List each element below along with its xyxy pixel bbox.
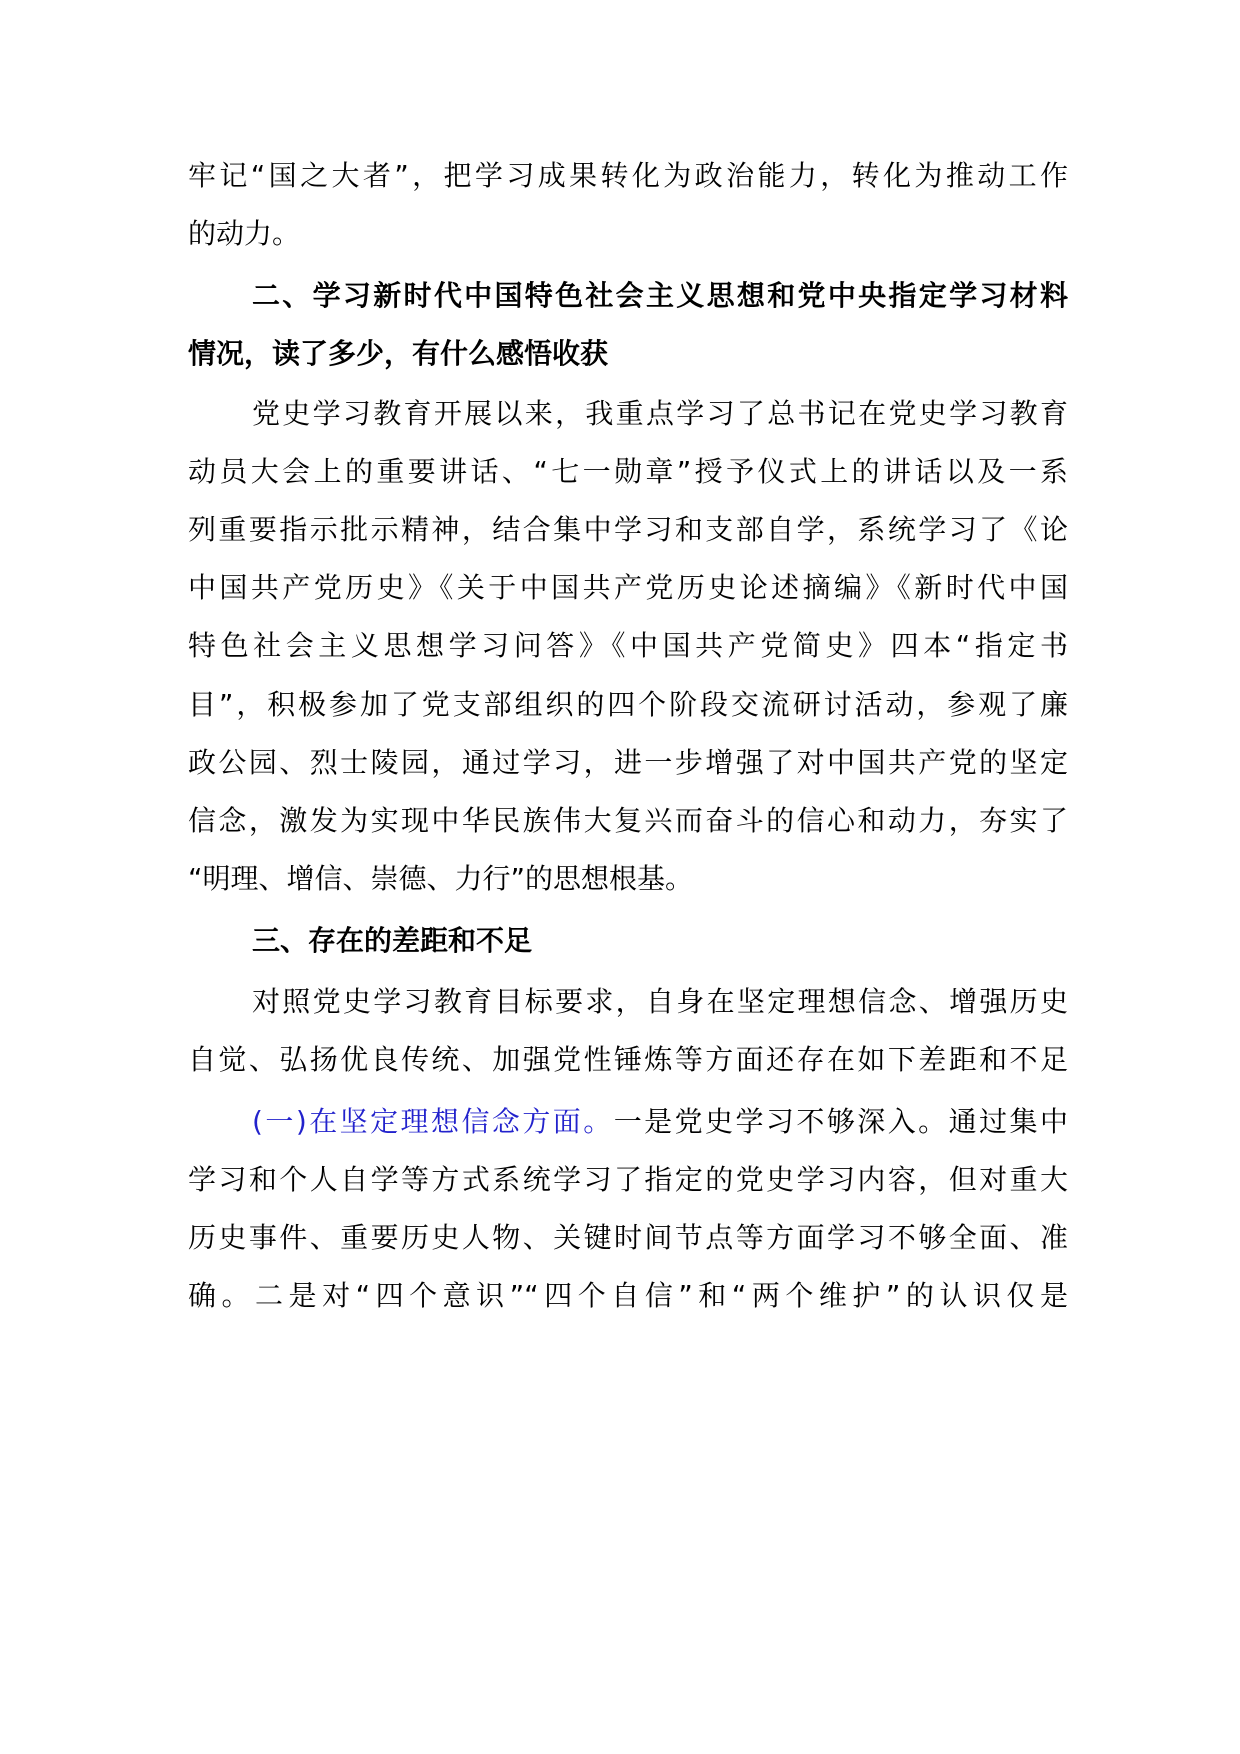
body-text-line: 牢记“国之大者”，把学习成果转化为政治能力，转化为推动工作: [188, 159, 1068, 192]
body-text-line: 中国共产党历史》《关于中国共产党历史论述摘编》《新时代中国: [188, 571, 1068, 604]
section-heading-two-continued: 情况，读了多少，有什么感悟收获: [188, 337, 609, 370]
body-text-line: 信念，激发为实现中华民族伟大复兴而奋斗的信心和动力，夯实了: [188, 804, 1068, 837]
body-text-line: 对照党史学习教育目标要求，自身在坚定理想信念、增强历史: [252, 985, 1068, 1018]
subsection-title: (一)在坚定理想信念方面。: [252, 1105, 614, 1138]
body-text-line: 的动力。: [188, 217, 301, 250]
body-text-line: 确。二是对“四个意识”“四个自信”和“两个维护”的认识仅是: [188, 1279, 1068, 1312]
body-text-line: 学习和个人自学等方式系统学习了指定的党史学习内容，但对重大: [188, 1163, 1068, 1196]
section-heading-two: 二、学习新时代中国特色社会主义思想和党中央指定学习材料: [252, 279, 1068, 312]
body-text-line: 党史学习教育开展以来，我重点学习了总书记在党史学习教育: [252, 397, 1068, 430]
body-text-line: 目”，积极参加了党支部组织的四个阶段交流研讨活动，参观了廉: [188, 688, 1068, 721]
body-text-line: “明理、增信、崇德、力行”的思想根基。: [188, 862, 694, 895]
body-text-line: 历史事件、重要历史人物、关键时间节点等方面学习不够全面、准: [188, 1221, 1068, 1254]
subsection-body-text: 一是党史学习不够深入。通过集中: [613, 1105, 1068, 1138]
body-text-line: 列重要指示批示精神，结合集中学习和支部自学，系统学习了《论: [188, 513, 1068, 546]
body-text-line: 政公园、烈士陵园，通过学习，进一步增强了对中国共产党的坚定: [188, 746, 1068, 779]
body-text-line: 动员大会上的重要讲话、“七一勋章”授予仪式上的讲话以及一系: [188, 455, 1068, 488]
body-text-line: 自觉、弘扬优良传统、加强党性锤炼等方面还存在如下差距和不足: [188, 1043, 1068, 1076]
subsection-line: [252, 1098, 1068, 1146]
body-text-line: 特色社会主义思想学习问答》《中国共产党简史》四本“指定书: [188, 629, 1068, 662]
section-heading-three: 三、存在的差距和不足: [252, 924, 533, 957]
